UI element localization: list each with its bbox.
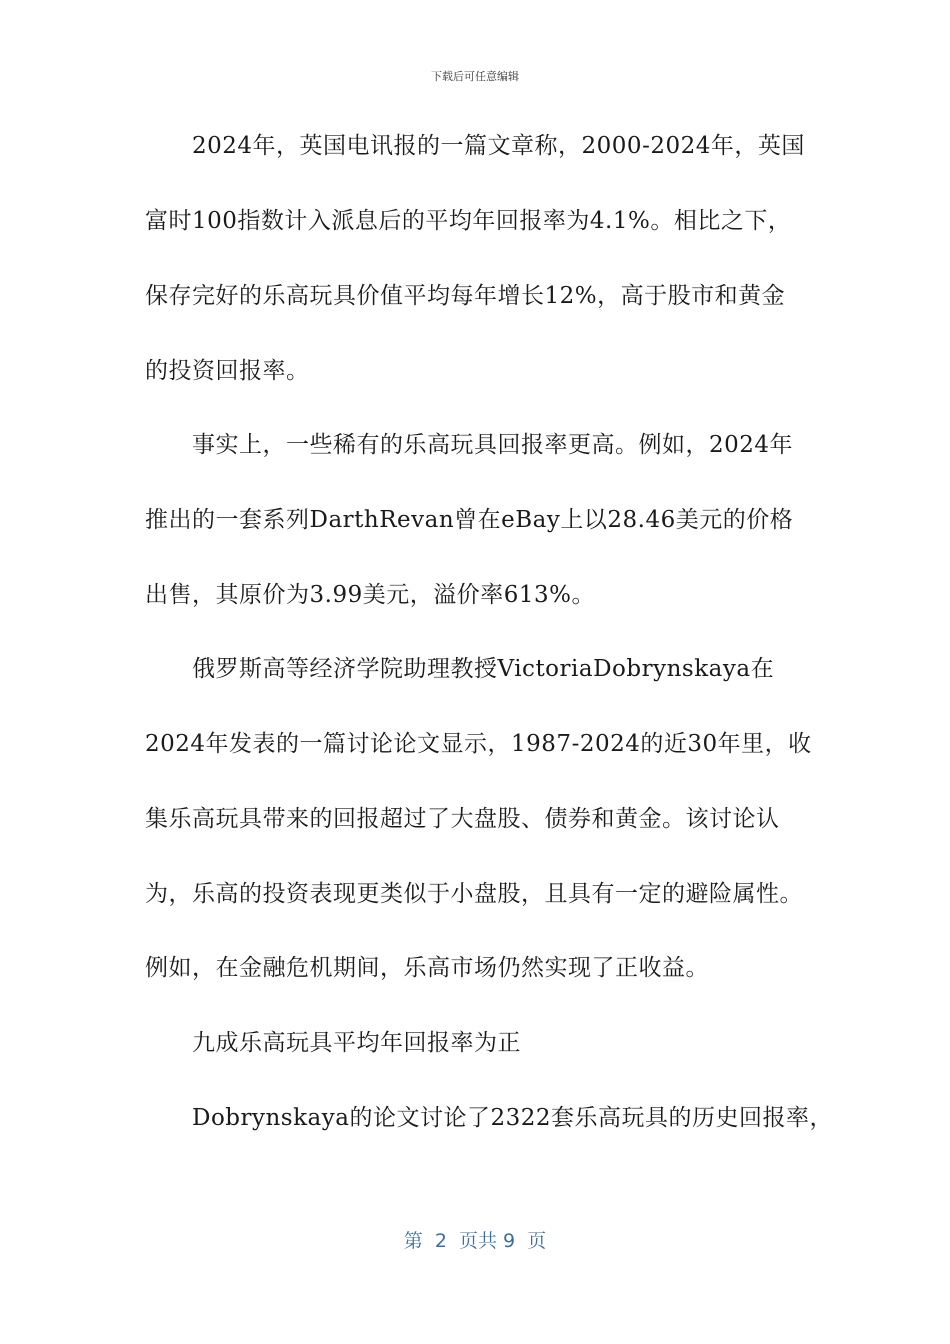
paragraph-3-line-3: 集乐高玩具带来的回报超过了大盘股、债券和黄金。该讨论认 (145, 806, 780, 832)
paragraph-3-line-4: 为，乐高的投资表现更类似于小盘股，且具有一定的避险属性。 (145, 881, 803, 907)
section-heading: 九成乐高玩具平均年回报率为正 (192, 1030, 521, 1056)
paragraph-2-line-1: 事实上，一些稀有的乐高玩具回报率更高。例如，2024年 (192, 432, 794, 458)
paragraph-3-line-2: 2024年发表的一篇讨论论文显示，1987-2024的近30年里，收 (145, 731, 812, 757)
paragraph-1-line-4: 的投资回报率。 (145, 358, 310, 384)
paragraph-3-line-1: 俄罗斯高等经济学院助理教授VictoriaDobrynskaya在 (192, 656, 775, 682)
paragraph-3-line-5: 例如，在金融危机期间，乐高市场仍然实现了正收益。 (145, 955, 709, 981)
paragraph-1-line-1: 2024年，英国电讯报的一篇文章称，2000-2024年，英国 (192, 133, 805, 159)
page-number-footer: 第 2 页共 9 页 (403, 1230, 547, 1252)
paragraph-1-line-2: 富时100指数计入派息后的平均年回报率为4.1%。相比之下， (145, 208, 792, 234)
paragraph-1-line-3: 保存完好的乐高玩具价值平均每年增长12%，高于股市和黄金 (145, 283, 786, 309)
paragraph-4-line-1: Dobrynskaya的论文讨论了2322套乐高玩具的历史回报率， (192, 1105, 834, 1131)
paragraph-2-line-3: 出售，其原价为3.99美元，溢价率613%。 (145, 582, 595, 608)
page-header-note: 下载后可任意编辑 (431, 70, 519, 83)
paragraph-2-line-2: 推出的一套系列DarthRevan曾在eBay上以28.46美元的价格 (145, 507, 794, 533)
